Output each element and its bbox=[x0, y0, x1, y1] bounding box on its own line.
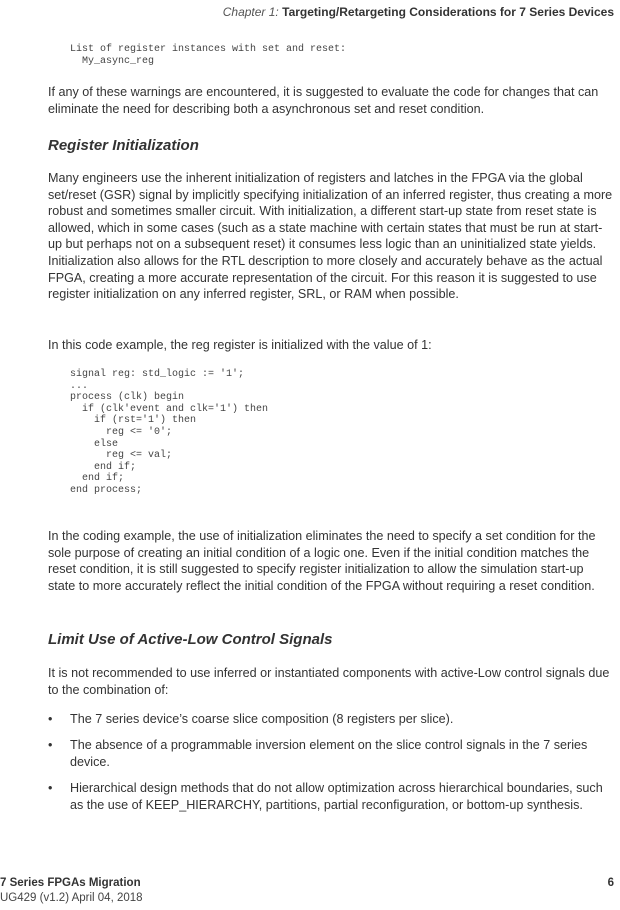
paragraph-warnings: If any of these warnings are encountered, it is suggested to evaluate the code for changes that can eliminate the need for describing both a asynchronous set and reset condition. bbox=[48, 85, 599, 116]
bullet-icon: • bbox=[48, 712, 53, 726]
code-block-vhdl: signal reg: std_logic := '1'; ... process (clk) begin if (clk'event and clk='1') then if (rst='1') then reg <= '0'; else reg <= val; end if; end if; end process; bbox=[70, 369, 269, 496]
bullet-icon: • bbox=[48, 781, 53, 795]
paragraph-active-low: It is not recommended to use inferred or instantiated components with active-Low control signals due to the combination of: bbox=[48, 666, 610, 697]
list-item-text: The absence of a programmable inversion element on the slice control signals in the 7 series device. bbox=[70, 738, 588, 769]
section-heading-active-low: Limit Use of Active-Low Control Signals bbox=[48, 631, 333, 648]
paragraph-coding-example: In the coding example, the use of initialization eliminates the need to specify a set condition for the sole purpose of creating an initial condition of a logic one. Even if the initial condition matches the reset condition, it is still suggested to specify register initialization to allow the simulation start-up state to more accurately reflect the initial condition of the FPGA without requiring a reset condition. bbox=[48, 529, 596, 593]
chapter-label: Chapter 1: bbox=[222, 5, 279, 19]
page-footer bbox=[0, 876, 143, 906]
chapter-title: Targeting/Retargeting Considerations for 7 Series Devices bbox=[282, 5, 614, 19]
section-heading-register-initialization: Register Initialization bbox=[48, 137, 199, 154]
list-item-text: Hierarchical design methods that do not allow optimization across hierarchical boundaries, such as the use of KEEP_HIERARCHY, partitions, partial reconfiguration, or bottom-up synthesis. bbox=[70, 781, 603, 812]
footer-title: 7 Series FPGAs Migration bbox=[0, 877, 141, 889]
paragraph-code-intro: In this code example, the reg register is initialized with the value of 1: bbox=[48, 338, 432, 352]
paragraph-initialization: Many engineers use the inherent initialization of registers and latches in the FPGA via the global set/reset (GSR) signal by implicitly specifying initialization of an inferred register, thus creating a more robust and sometimes smaller circuit. With initialization, a different start-up state from reset state is allowed, which in some cases (such as a state machine with certain states that must be run at start-up but perhaps not on a subsequent reset) it consumes less logic than an uninitialized state yields. Initialization also allows for the RTL description to more closely and accurately behave as the actual FPGA, creating a more accurate representation of the circuit. For this reason it is suggested to use register initialization on any inferred register, SRL, or RAM when possible. bbox=[48, 171, 613, 302]
page-number: 6 bbox=[607, 877, 614, 889]
bullet-icon: • bbox=[48, 738, 53, 752]
page-header bbox=[223, 5, 614, 19]
footer-doc-id: UG429 (v1.2) April 04, 2018 bbox=[0, 892, 143, 904]
list-item-text: The 7 series device’s coarse slice composition (8 registers per slice). bbox=[70, 712, 454, 726]
code-block-warnings: List of register instances with set and reset: My_async_reg bbox=[70, 44, 347, 67]
